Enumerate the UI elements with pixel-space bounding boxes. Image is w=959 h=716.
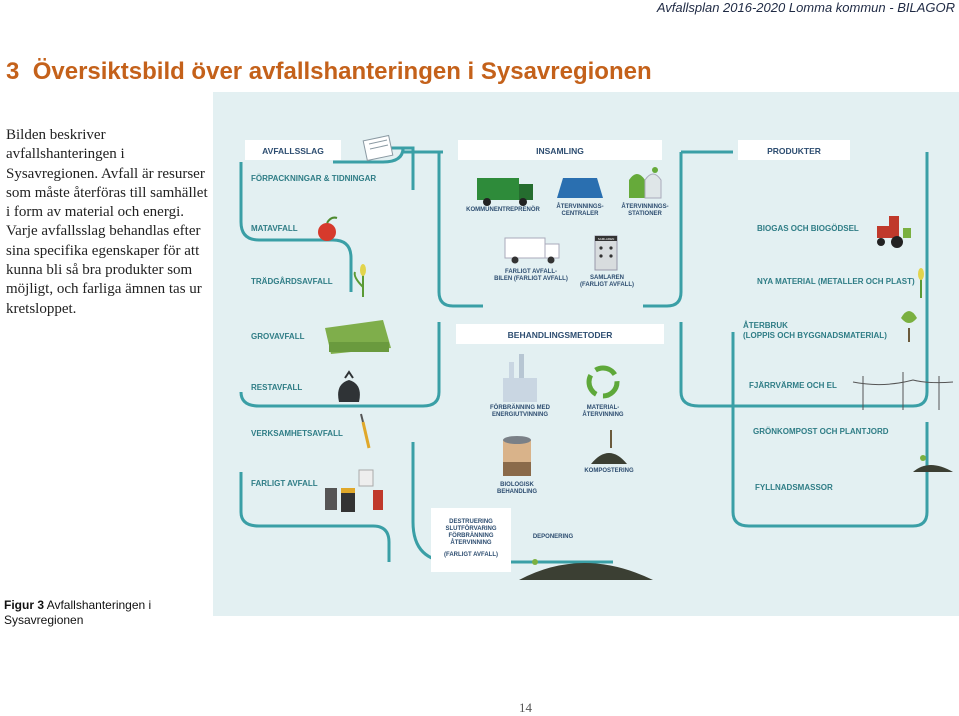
tractor-icon: [877, 216, 911, 248]
power-lines-icon: [853, 372, 953, 410]
recycling-station-icon: [629, 167, 661, 198]
caption-text-line2: Sysavregionen: [4, 613, 84, 627]
hazardous-car-label-line2: BILEN (FARLIGT AVFALL): [494, 276, 568, 282]
plant-sprout-icon: [918, 268, 924, 298]
centers-label-line2: CENTRALER: [561, 211, 599, 217]
section-boxes: [245, 140, 850, 344]
figure-caption: [4, 598, 151, 628]
section-title: Översiktsbild över avfallshanteringen i Sysavregionen: [32, 58, 652, 85]
trash-bag-icon: [338, 372, 360, 402]
waste-residual-label: RESTAVFALL: [251, 383, 303, 392]
waste-bulky-label: GROVAVFALL: [251, 332, 305, 341]
product-compost-label: GRÖNKOMPOST OCH PLANTJORD: [753, 427, 889, 436]
material-recycling-label-line2: ÅTERVINNING: [582, 412, 624, 418]
plant-icon: [355, 264, 366, 297]
caption-text-line1: Avfallshanteringen i: [46, 598, 152, 612]
incineration-plant-icon: [503, 354, 537, 402]
apple-icon: [318, 218, 337, 241]
waste-flow-diagram: [213, 92, 959, 616]
contractor-label: KOMMUNENTREPRENÖR: [466, 207, 540, 213]
newspaper-icon: [363, 136, 393, 161]
stations-label-line2: STATIONER: [628, 211, 662, 217]
hazardous-van-icon: [505, 238, 559, 264]
biological-tank-icon: [503, 436, 531, 476]
products-title: PRODUKTER: [767, 146, 821, 156]
product-district-heating-label: FJÄRRVÄRME OCH EL: [749, 381, 837, 390]
compost-pile-icon: [591, 430, 627, 464]
waste-packaging-label: FÖRPACKNINGAR & TIDNINGAR: [251, 174, 377, 183]
collector-sign: SAMLAREN: [597, 237, 615, 241]
collector-cabinet-icon: [595, 236, 617, 270]
waste-food-label: MATAVFALL: [251, 224, 298, 233]
destruction-label-line4: ÅTERVINNING: [450, 540, 492, 546]
sofa-icon: [325, 320, 391, 354]
page-number: 14: [519, 700, 532, 715]
shovel-icon: [901, 311, 917, 342]
hazardous-items-icon: [325, 470, 383, 512]
product-new-material-label: NYA MATERIAL (METALLER OCH PLAST): [757, 277, 915, 286]
product-reuse-label-line2: (LOPPIS OCH BYGGNADSMATERIAL): [743, 331, 887, 340]
recycling-symbol-icon: [589, 368, 617, 396]
running-header: Avfallsplan 2016-2020 Lomma kommun - BILAGOR: [656, 0, 955, 15]
collector-label-line2: (FARLIGT AVFALL): [580, 282, 634, 288]
destruction-label-line3: FÖRBRÄNNING: [448, 533, 494, 539]
incineration-label-line2: ENERGIUTVINNING: [491, 412, 549, 418]
biological-label-line1: BIOLOGISK: [500, 482, 534, 488]
destruction-label-line1: DESTRUERING: [449, 519, 493, 525]
hazardous-treatment-panel: [431, 508, 511, 572]
treatment-title: BEHANDLINGSMETODER: [507, 330, 613, 340]
compost-soil-icon: [913, 455, 953, 472]
collector-label-line1: SAMLAREN: [590, 275, 624, 281]
stations-label-line1: ÅTERVINNINGS-: [621, 204, 669, 210]
biological-label-line2: BEHANDLING: [497, 489, 537, 495]
product-biogas-label: BIOGAS OCH BIOGÖDSEL: [757, 224, 859, 233]
incineration-label-line1: FÖRBRÄNNING MED: [490, 405, 550, 411]
intro-paragraph: Bilden beskriver avfallshanteringen i Sysavregionen. Avfall är resurser som måste återföras till samhället i form av material och energi. Varje avfallsslag behandlas efter sina specifika egenskaper för att kunna bli så bra produkter som möjligt, och farliga ämnen tas ur kretsloppet.: [6, 127, 208, 317]
destruction-label-line2: SLUTFÖRVARING: [445, 526, 497, 532]
product-reuse-label-line1: ÅTERBRUK: [743, 321, 788, 330]
composting-label: KOMPOSTERING: [584, 468, 634, 474]
product-labels: [743, 224, 915, 492]
section-number: 3: [6, 58, 20, 85]
waste-business-label: VERKSAMHETSAVFALL: [251, 429, 343, 438]
destruction-label-line5: (FARLIGT AVFALL): [444, 552, 498, 558]
screwdriver-icon: [361, 414, 369, 448]
material-recycling-label-line1: MATERIAL-: [586, 405, 620, 411]
waste-garden-label: TRÄDGÅRDSAVFALL: [251, 277, 333, 286]
garbage-truck-icon: [477, 178, 533, 206]
waste-management-figure: [213, 92, 959, 616]
recycling-center-icon: [557, 178, 603, 198]
landfill-label: DEPONERING: [532, 534, 574, 540]
collection-title: INSAMLING: [536, 146, 584, 156]
product-filling-label: FYLLNADSMASSOR: [755, 483, 833, 492]
caption-label: Figur 3: [4, 598, 45, 612]
centers-label-line1: ÅTERVINNINGS-: [556, 204, 604, 210]
hazardous-car-label-line1: FARLIGT AVFALL-: [505, 269, 557, 275]
waste-types-title: AVFALLSSLAG: [262, 146, 324, 156]
section-heading: [6, 58, 652, 86]
waste-hazardous-label: FARLIGT AVFALL: [251, 479, 318, 488]
